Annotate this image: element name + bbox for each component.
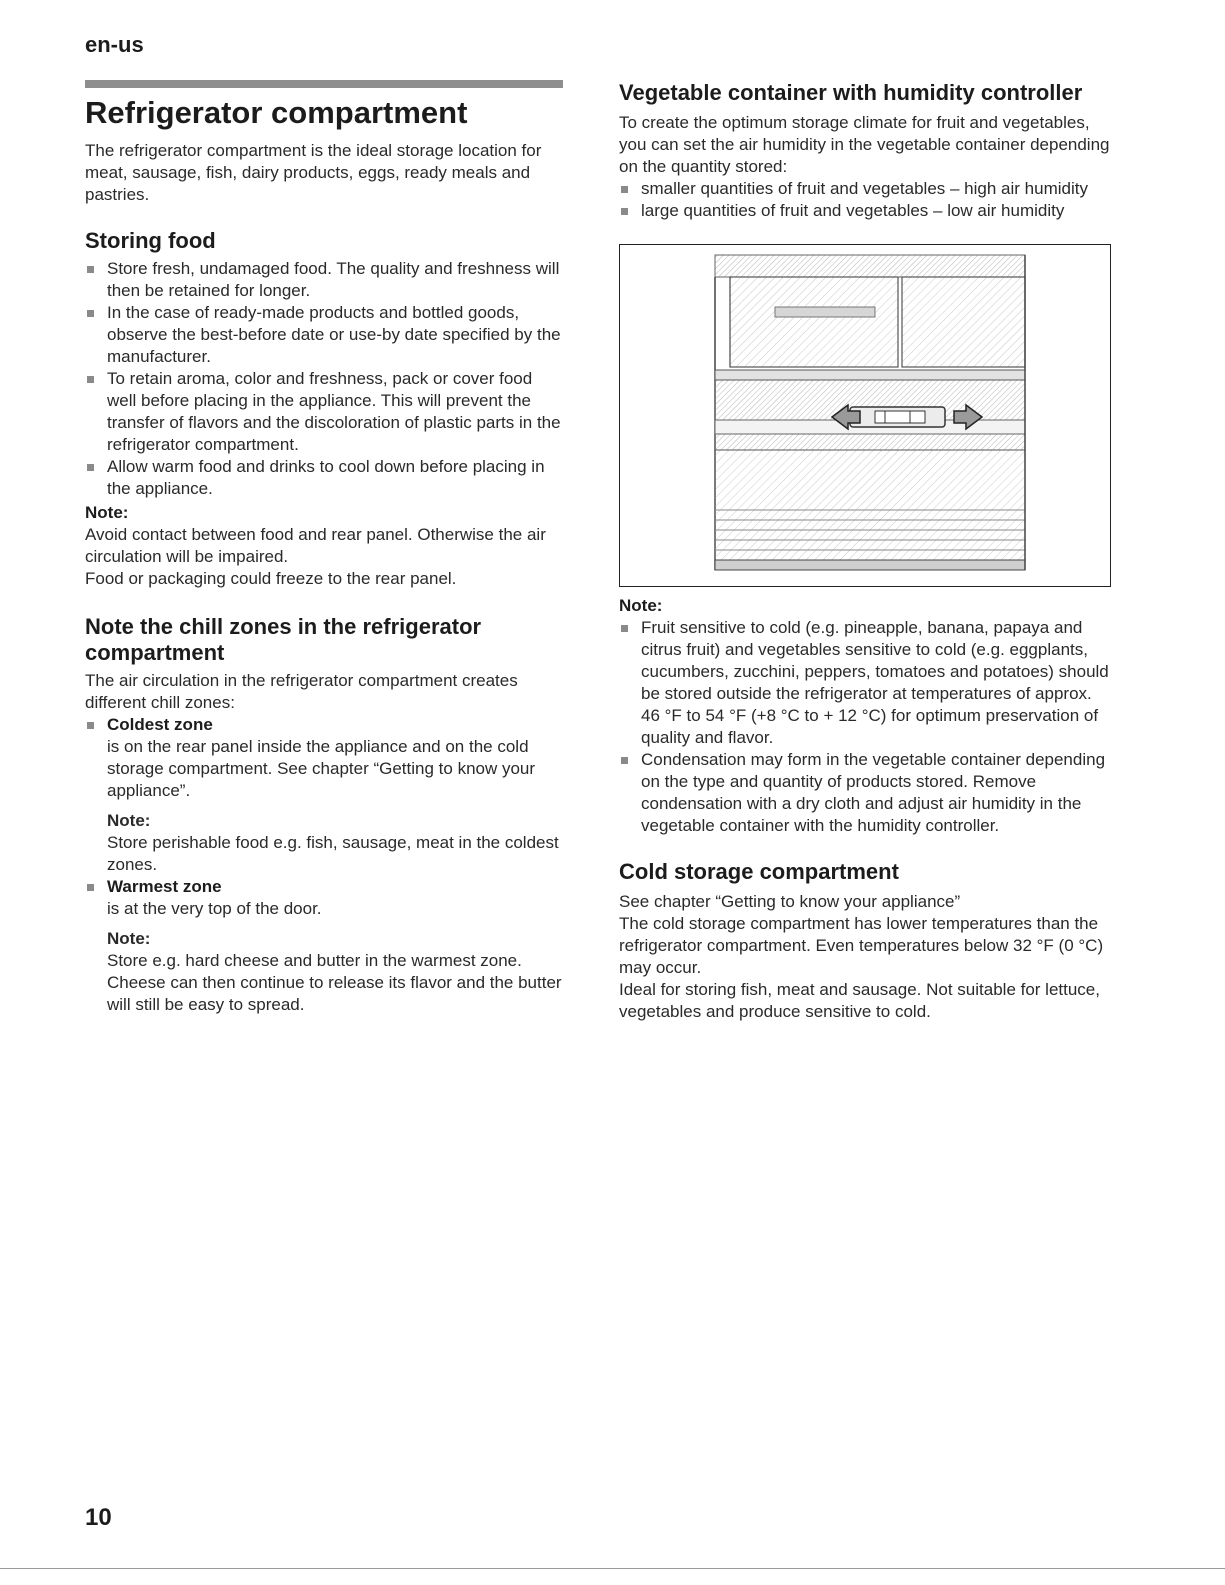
language-code: en-us (85, 32, 144, 57)
left-column (85, 80, 563, 1016)
note-label: Note: (107, 929, 151, 948)
humidity-list (619, 178, 1111, 222)
note-text: Store perishable food e.g. fish, sausage, meat in the coldest zones. (107, 833, 559, 874)
vegetable-drawer-drawing (620, 245, 1110, 586)
cold-storage-text: Ideal for storing fish, meat and sausage. Not suitable for lettuce, vegetables and produce sensitive to cold. (619, 980, 1100, 1021)
chill-zones-intro: The air circulation in the refrigerator compartment creates different chill zones: (85, 671, 518, 712)
note-text: Food or packaging could freeze to the rear panel. (85, 569, 457, 588)
list-item: large quantities of fruit and vegetables – low air humidity (619, 200, 1111, 222)
cold-storage-heading: Cold storage compartment (619, 859, 899, 884)
warmest-zone-title: Warmest zone (107, 877, 222, 896)
intro-paragraph: The refrigerator compartment is the ideal storage location for meat, sausage, fish, dairy products, eggs, ready meals and pastries. (85, 141, 542, 204)
list-item (85, 714, 563, 876)
vegetable-notes-list (619, 617, 1111, 837)
vegetable-container-heading: Vegetable container with humidity controller (619, 80, 1083, 105)
list-item: smaller quantities of fruit and vegetables – high air humidity (619, 178, 1111, 200)
list-item: Condensation may form in the vegetable container depending on the type and quantity of products stored. Remove condensation with a dry cloth and adjust air humidity in the vegetable container with the humidity controller. (619, 749, 1111, 837)
list-item: Allow warm food and drinks to cool down before placing in the appliance. (85, 456, 563, 500)
list-item: Fruit sensitive to cold (e.g. pineapple, banana, papaya and citrus fruit) and vegetables sensitive to cold (e.g. eggplants, cucumbers, zucchini, peppers, tomatoes and potatoes) should be stored outside the refrigerator at temperatures of approx. 46 °F to 54 °F (+8 °C to + 12 °C) for optimum preservation of quality and flavor. (619, 617, 1111, 749)
page-number: 10 (85, 1504, 112, 1531)
cold-storage-text: See chapter “Getting to know your appliance” (619, 892, 961, 911)
note-label: Note: (85, 503, 129, 522)
list-item: In the case of ready-made products and bottled goods, observe the best-before date or use-by date specified by the manufacturer. (85, 302, 563, 368)
warmest-zone-text: is at the very top of the door. (107, 899, 322, 918)
note-text: Store e.g. hard cheese and butter in the warmest zone. Cheese can then continue to release its flavor and the butter will still be easy to spread. (107, 951, 562, 1014)
coldest-zone-title: Coldest zone (107, 715, 213, 734)
note-label: Note: (619, 596, 663, 615)
chill-zones-list (85, 714, 563, 1016)
list-item: To retain aroma, color and freshness, pack or cover food well before placing in the appliance. This will prevent the transfer of flavors and the discoloration of plastic parts in the refrigerator compartment. (85, 368, 563, 456)
list-item: Store fresh, undamaged food. The quality and freshness will then be retained for longer. (85, 258, 563, 302)
storing-food-heading: Storing food (85, 228, 216, 253)
section-rule (85, 80, 563, 88)
list-item (85, 876, 563, 1016)
page-title: Refrigerator compartment (85, 95, 468, 130)
chill-zones-heading: Note the chill zones in the refrigerator compartment (85, 614, 482, 665)
right-column (619, 80, 1111, 1023)
storing-food-list (85, 258, 563, 500)
page-bottom-rule (0, 1568, 1225, 1569)
note-label: Note: (107, 811, 151, 830)
vegetable-intro: To create the optimum storage climate for fruit and vegetables, you can set the air humidity in the vegetable container depending on the quantity stored: (619, 113, 1110, 176)
note-text: Avoid contact between food and rear panel. Otherwise the air circulation will be impaired. (85, 525, 546, 566)
humidity-controller-illustration (619, 244, 1111, 587)
coldest-zone-text: is on the rear panel inside the appliance and on the cold storage compartment. See chapter “Getting to know your appliance”. (107, 737, 536, 800)
cold-storage-text: The cold storage compartment has lower temperatures than the refrigerator compartment. Even temperatures below 32 °F (0 °C) may occur. (619, 914, 1104, 977)
